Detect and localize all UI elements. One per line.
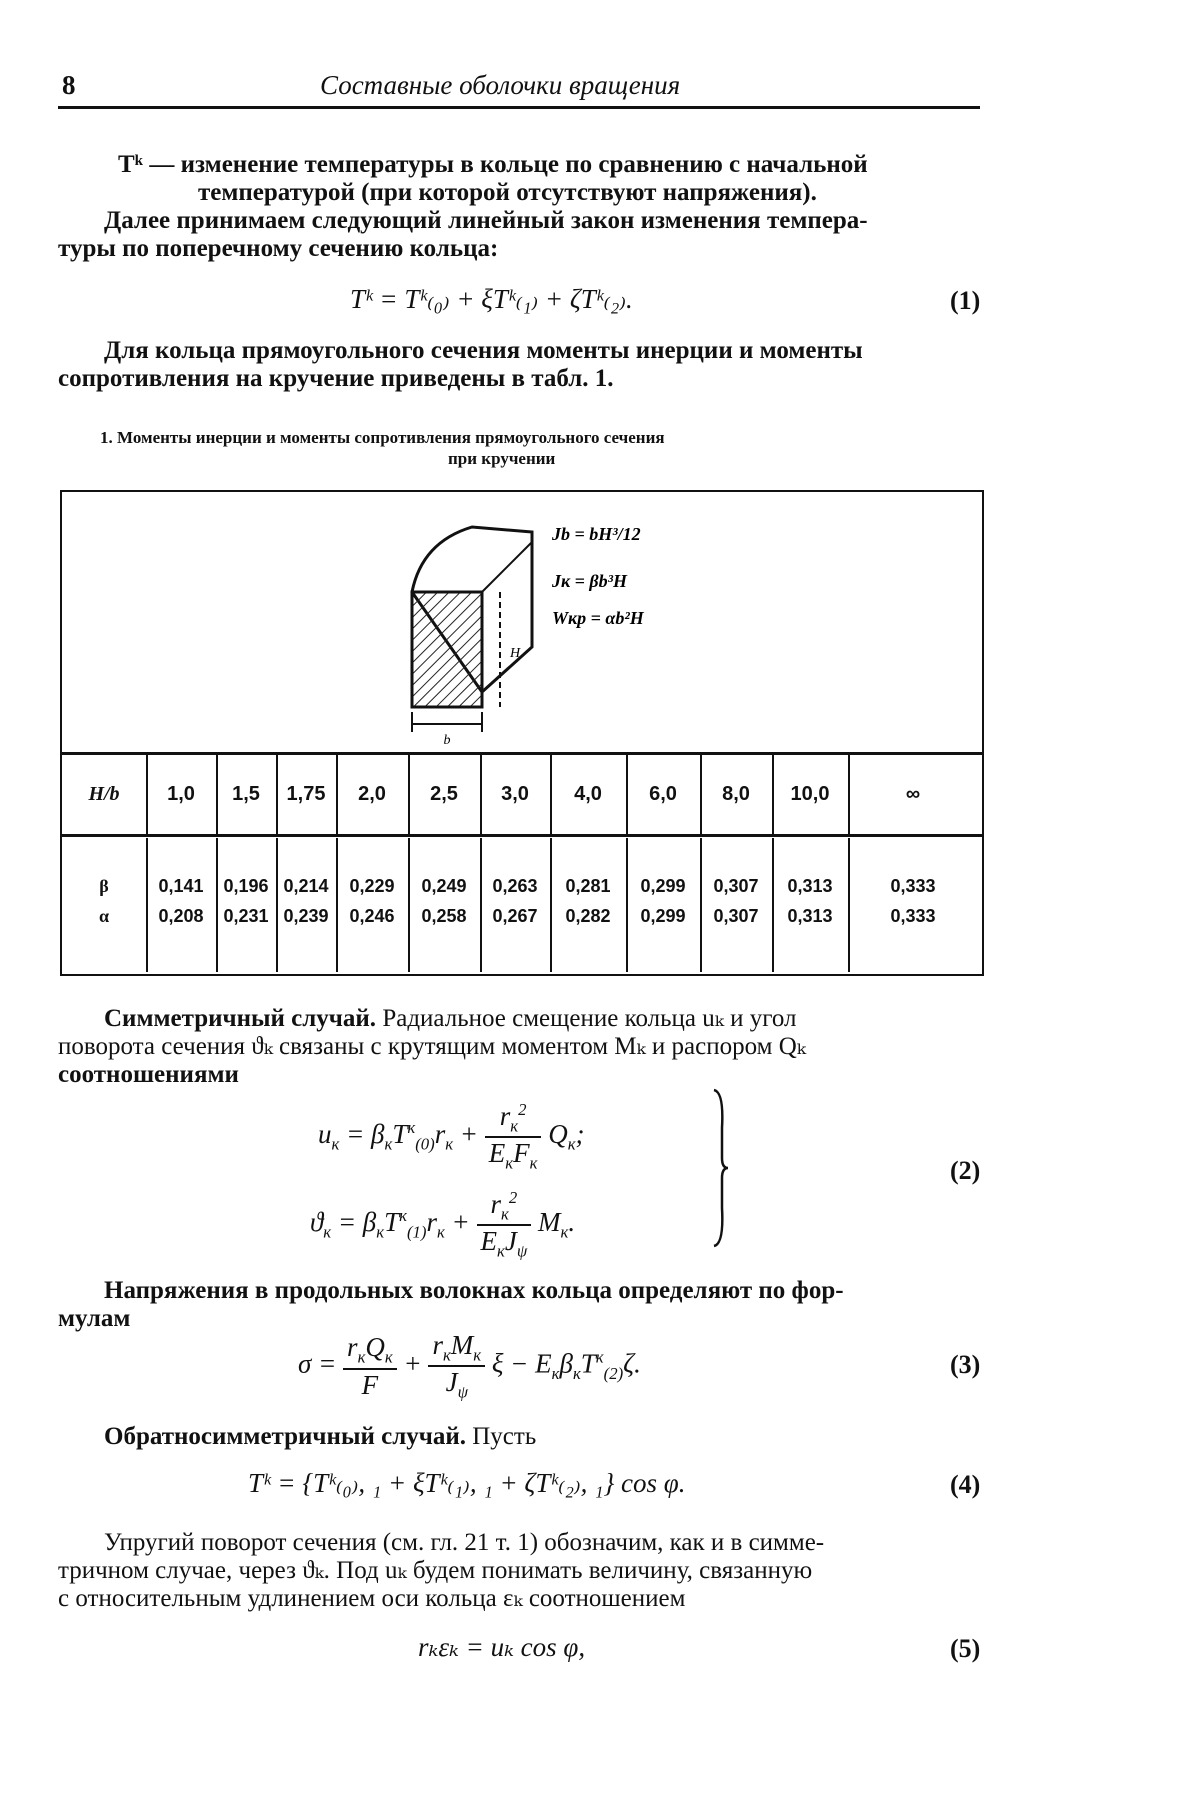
col-header: 8,0 [700, 754, 774, 834]
table-column [700, 838, 774, 972]
formula-jb: Jb = bH³/12 [552, 524, 641, 544]
dim-h-label: H [510, 646, 521, 661]
table-caption-line-2: при кручении [448, 449, 556, 468]
header-rule [58, 106, 980, 109]
alpha-value: 0,299 [640, 906, 686, 926]
table-column [216, 838, 278, 972]
beta-value: 0,214 [283, 876, 329, 896]
beta-value: 0,299 [640, 876, 686, 896]
equation-1-number: (1) [950, 286, 981, 315]
table-1 [60, 490, 984, 976]
stress-line-2: мулам [58, 1305, 131, 1332]
table-column [336, 838, 410, 972]
table-column [772, 838, 850, 972]
col-header: 2,5 [408, 754, 482, 834]
rectangular-section-figure [62, 492, 982, 752]
equation-1: Tᵏ = Tᵏ₍₀₎ + ξTᵏ₍₁₎ + ζTᵏ₍₂₎. [350, 284, 633, 314]
symmetric-heading: Симметричный случай. [104, 1005, 377, 1032]
col-header: ∞ [905, 782, 921, 805]
intro-line-2: температурой (при которой отсутствуют напряжения). [198, 179, 817, 206]
alpha-value: 0,208 [158, 906, 204, 926]
intro-line-1: Tᵏ — изменение температуры в кольце по сравнению с начальной [118, 151, 868, 178]
equation-2a: $u_к = \beta_кT^к_{(0)}r_к$ + $\frac{r_к^2}{E_кF_к}$ $Q_к$; [318, 1100, 585, 1173]
equation-2b: $ϑ_к = \beta_кT^к_{(1)}r_к$ + $\frac{r_к^2}{E_кJ_\psi}$ $M_к$. [310, 1188, 576, 1261]
row-header-label: H/b [62, 754, 148, 834]
table-column [146, 838, 218, 972]
symmetric-line-2: поворота сечения ϑₖ связаны с крутящим моментом Mₖ и распором Qₖ [58, 1033, 806, 1060]
equation-3: σ = $\frac{r_кQ_к}{F}$ + $\frac{r_кM_к}{J_\psi}$ $\xi - E_к\beta_кT^к_{(2)}\zeta$. [298, 1330, 641, 1402]
alpha-value: 0,239 [283, 906, 329, 926]
alpha-value: 0,313 [787, 906, 833, 926]
col-header: 1,5 [216, 754, 278, 834]
beta-value: 0,249 [421, 876, 467, 896]
beta-value: 0,141 [158, 876, 204, 896]
alpha-value: 0,282 [565, 906, 611, 926]
antisymmetric-heading: Обратносимметричный случай. [104, 1423, 466, 1450]
equation-4-number: (4) [950, 1470, 981, 1499]
col-header: 6,0 [626, 754, 702, 834]
alpha-value: 0,258 [421, 906, 467, 926]
alpha-value: 0,333 [890, 906, 936, 926]
alpha-label: α [98, 906, 110, 926]
beta-value: 0,307 [713, 876, 759, 896]
col-header: 4,0 [550, 754, 628, 834]
table-column [848, 838, 978, 972]
system-brace [712, 1088, 730, 1248]
beta-label: β [99, 876, 109, 896]
equation-5-number: (5) [950, 1634, 981, 1663]
intro-line-4: туры по поперечному сечению кольца: [58, 235, 499, 262]
equation-3-number: (3) [950, 1350, 981, 1379]
dim-b-label: b [443, 733, 451, 748]
formula-wkp: Wкр = αb²H [552, 608, 644, 628]
stress-line-1: Напряжения в продольных волокнах кольца определяют по фор- [104, 1277, 844, 1304]
col-header: 2,0 [336, 754, 410, 834]
equation-4: Tᵏ = {Tᵏ₍₀₎, ₁ + ξTᵏ₍₁₎, ₁ + ζTᵏ₍₂₎, ₁} cos φ. [248, 1468, 686, 1498]
symmetric-line-1-rest: Радиальное смещение кольца uₖ и угол [376, 1005, 797, 1032]
beta-value: 0,333 [890, 876, 936, 896]
equation-2-number: (2) [950, 1156, 981, 1185]
beta-value: 0,313 [787, 876, 833, 896]
table-figure [62, 492, 982, 755]
antisymmetric-line-1: Упругий поворот сечения (см. гл. 21 т. 1) обозначим, как и в симме- [104, 1529, 825, 1556]
antisymmetric-rest: Пусть [466, 1423, 537, 1450]
table-column [408, 838, 482, 972]
row-labels [62, 838, 148, 972]
hatched-section [412, 592, 482, 707]
alpha-value: 0,231 [223, 906, 269, 926]
equation-5: rₖεₖ = uₖ cos φ, [418, 1632, 586, 1662]
beta-value: 0,263 [492, 876, 538, 896]
running-title: Составные оболочки вращения [320, 70, 681, 100]
page-number: 8 [62, 70, 76, 100]
alpha-value: 0,307 [713, 906, 759, 926]
antisymmetric-heading-line [104, 1422, 536, 1452]
col-header: 1,75 [276, 754, 338, 834]
col-header: 10,0 [772, 754, 850, 834]
intro-line-3: Далее принимаем следующий линейный закон изменения темпера- [104, 207, 868, 234]
col-header: 1,0 [146, 754, 218, 834]
table-header-row [62, 754, 982, 837]
table-data-rows [62, 838, 982, 972]
table-column [626, 838, 702, 972]
alpha-value: 0,267 [492, 906, 538, 926]
antisymmetric-line-2: тричном случае, через ϑₖ. Под uₖ будем понимать величину, связанную [58, 1557, 813, 1584]
intro-line-5: Для кольца прямоугольного сечения моменты инерции и моменты [104, 337, 863, 364]
intro-line-6: сопротивления на кручение приведены в табл. 1. [58, 365, 614, 392]
alpha-value: 0,246 [349, 906, 395, 926]
col-header: 3,0 [480, 754, 552, 834]
antisymmetric-line-3: с относительным удлинением оси кольца εₖ соотношением [58, 1585, 686, 1612]
table-column [550, 838, 628, 972]
formula-jk: Jк = βb³H [552, 571, 627, 591]
symmetric-line-3: соотношениями [58, 1061, 239, 1088]
table-column [480, 838, 552, 972]
symmetric-paragraph-line-1 [104, 1004, 797, 1034]
beta-value: 0,281 [565, 876, 611, 896]
table-column [276, 838, 338, 972]
beta-value: 0,229 [349, 876, 395, 896]
table-caption-line-1: 1. Моменты инерции и моменты сопротивления прямоугольного сечения [100, 428, 665, 447]
beta-value: 0,196 [223, 876, 269, 896]
